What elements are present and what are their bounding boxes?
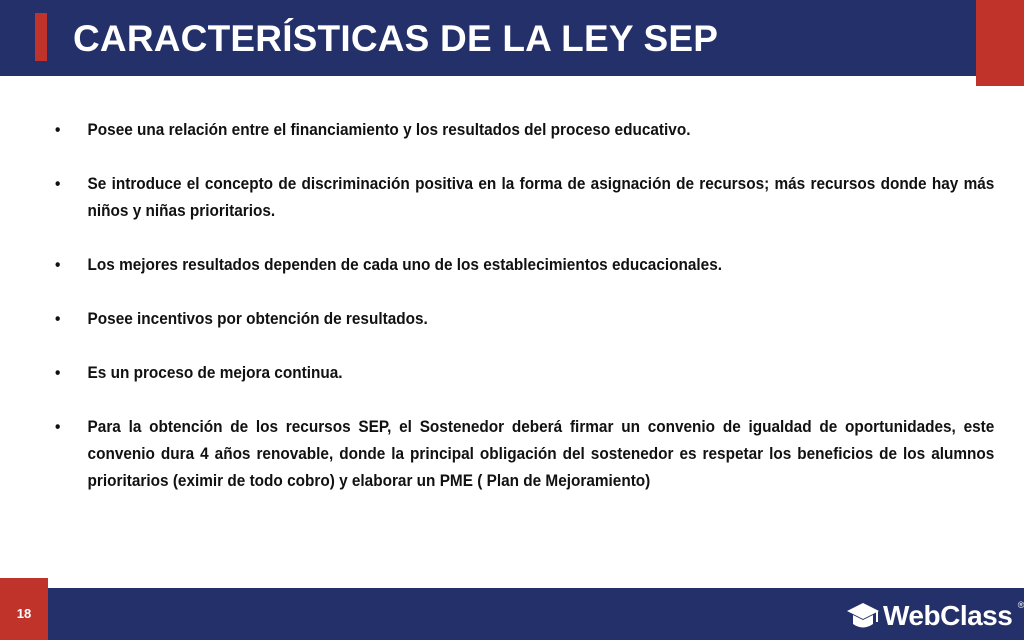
bullet-text: Posee incentivos por obtención de resultados. xyxy=(87,310,428,328)
registered-mark: ® xyxy=(1017,600,1024,610)
bullet-text: Es un proceso de mejora continua. xyxy=(87,364,343,382)
bullet-item-5 xyxy=(55,360,994,387)
bullet-dot: • xyxy=(55,121,61,139)
bullet-text: Posee una relación entre el financiamiento y los resultados del proceso educativo. xyxy=(87,121,691,139)
header-accent-bar xyxy=(35,13,47,61)
bullet-dot: • xyxy=(55,364,61,382)
bullet-item-2 xyxy=(55,171,994,225)
bullet-item-4 xyxy=(55,306,994,333)
bullet-dot: • xyxy=(55,418,61,436)
bullet-dot: • xyxy=(55,175,61,193)
bullet-list xyxy=(55,117,995,522)
page-number: 18 xyxy=(16,606,32,621)
slide-title: CARACTERÍSTICAS DE LA LEY SEP xyxy=(73,18,719,59)
graduation-cap-icon xyxy=(846,600,880,632)
bullet-item-6 xyxy=(55,414,994,495)
webclass-logo xyxy=(846,598,1024,634)
bullet-item-1 xyxy=(55,117,994,144)
bullet-text: Se introduce el concepto de discriminación positiva en la forma de asignación de recursos; más recursos donde hay más niños y niñas prioritarios. xyxy=(87,175,995,220)
bullet-dot: • xyxy=(55,310,61,328)
header-corner-block xyxy=(976,0,1024,86)
bullet-text: Para la obtención de los recursos SEP, el Sostenedor deberá firmar un convenio de igualdad de oportunidades, este convenio dura 4 años renovable, donde la principal obligación del sostenedor es respetar los beneficios de los alumnos prioritarios (eximir de todo cobro) y elaborar un PME ( Plan de Mejoramiento) xyxy=(87,418,995,490)
bullet-dot: • xyxy=(55,256,61,274)
logo-text: WebClass xyxy=(883,600,1013,631)
bullet-item-3 xyxy=(55,252,994,279)
bullet-text: Los mejores resultados dependen de cada uno de los establecimientos educacionales. xyxy=(87,256,723,274)
